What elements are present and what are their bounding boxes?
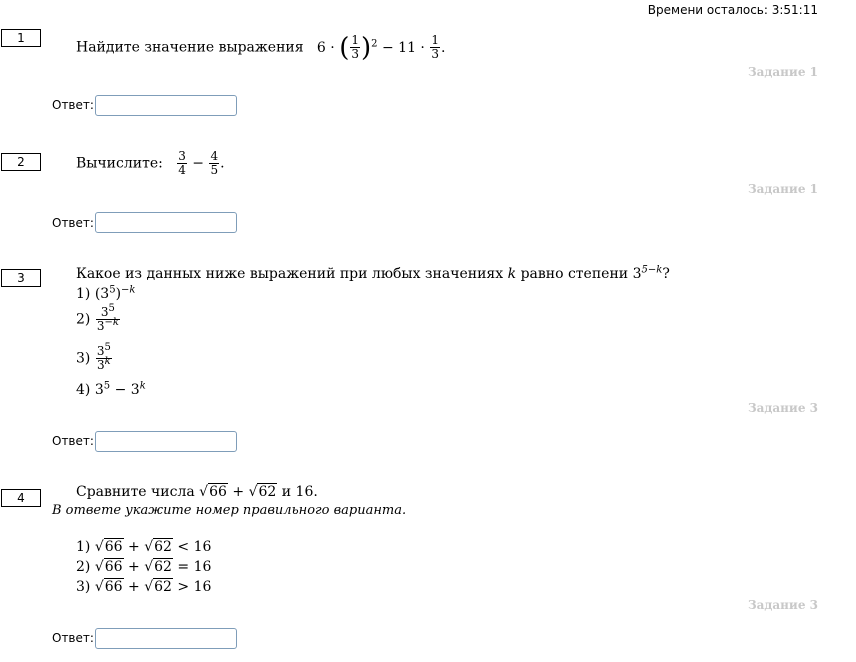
paren-close: ) [115,286,122,302]
expr-end: . [440,39,446,56]
option-2 [76,303,121,333]
exponent: 5−k [641,264,663,276]
operator: − [114,382,127,398]
expr-term: − 11 · [381,39,425,56]
exponent: k [104,356,111,367]
exponent: 5 [108,303,115,314]
exponent: k [139,380,146,392]
denominator [96,356,112,372]
option-label: 2) [76,559,91,575]
relation: < 16 [177,539,212,555]
denominator: 3 [431,47,439,61]
radicand: 62 [154,559,172,575]
option-3 [76,342,113,372]
option-label: 2) [76,311,91,328]
task-number: 1 [1,29,41,47]
paren-close: ) [361,32,372,63]
option-label: 4) [76,382,91,398]
operator: + [232,484,245,500]
radicand: 66 [104,579,123,595]
question-label: Какое из данных ниже выражений при любых значениях [76,266,504,282]
expr-end: . [220,155,225,172]
instruction-text: В ответе укажите номер правильного варианта. [52,503,407,518]
question-text [76,150,225,177]
radicand: 66 [209,484,227,500]
radicand: 62 [154,579,172,595]
numerator: 4 [210,149,219,163]
task-number: 4 [1,489,41,507]
sqrt: √66 [94,539,123,555]
denominator: 5 [210,163,219,177]
option-3 [76,579,211,595]
denominator [96,317,120,333]
option-label: 3) [76,350,91,367]
base: 3 [94,382,104,398]
exponent: 5 [103,380,111,392]
fraction [209,150,219,177]
question-end: и 16. [281,484,318,500]
base: 3 [130,382,140,398]
option-1 [76,286,136,302]
answer-input[interactable] [95,628,237,649]
answer-label: Ответ: [52,216,94,230]
operator: + [128,579,140,595]
question-end: ? [662,266,670,282]
base: 3 [96,319,105,333]
exponent: −k [104,317,119,328]
radicand: 66 [104,539,123,555]
expr-term: 6 [316,39,326,56]
base: 3 [100,305,109,319]
sqrt: √62 [248,484,277,500]
question-text [76,484,318,500]
paren-open: ( [339,32,350,63]
operator: + [128,539,140,555]
radicand: 62 [258,484,277,500]
denominator: 3 [351,47,359,61]
variable: k [507,266,517,282]
option-label: 1) [76,286,91,302]
answer-input[interactable] [95,212,237,233]
sqrt: √66 [199,484,227,500]
base: 3 [632,266,642,282]
expression: 6 · ( $\frac{1}{3}$ )$^2$ − 11 · $\frac{1}{3}$ . [316,32,446,63]
time-remaining: Времени осталось: 3:51:11 [647,3,818,17]
option-1 [76,539,211,555]
operator: + [128,559,140,575]
sqrt: √62 [144,559,172,575]
fraction [177,150,187,177]
task-tag: Задание 1 [747,182,818,196]
exponent: 5 [104,342,111,353]
denominator: 4 [178,163,186,177]
question-label: равно степени [520,266,629,282]
answer-label: Ответ: [52,631,94,645]
option-2 [76,559,211,575]
sqrt: √62 [144,579,172,595]
fraction [96,303,120,333]
question-label: Сравните числа [76,484,195,500]
answer-label: Ответ: [52,434,94,448]
fraction [96,342,112,372]
operator: − [192,155,205,172]
relation: = 16 [177,559,212,575]
numerator: 3 [178,149,186,163]
fraction [430,34,440,61]
numerator: 1 [351,33,359,47]
fraction [350,34,360,61]
task-number: 2 [1,153,41,171]
task-number: 3 [1,269,41,287]
question-text [76,34,445,61]
base: 3 [96,344,105,358]
sqrt: √62 [144,539,172,555]
task-tag: Задание 1 [747,65,818,79]
answer-input[interactable] [95,431,237,452]
option-label: 1) [76,539,91,555]
numerator: 1 [431,33,439,47]
task-tag: Задание 3 [747,401,818,415]
question-text [76,266,670,282]
exponent: 2 [371,37,378,49]
exponent: 5 [109,284,116,296]
option-label: 3) [76,579,91,595]
base: (3 [94,286,110,302]
sqrt: √66 [94,579,123,595]
base: 3 [96,358,105,372]
answer-label: Ответ: [52,98,94,112]
relation: > 16 [177,579,212,595]
question-label: Вычислите: [76,155,163,172]
answer-input[interactable] [95,95,237,116]
question-label: Найдите значение выражения [76,39,304,56]
radicand: 66 [104,559,123,575]
exponent: −k [121,284,136,296]
option-4 [76,382,146,398]
radicand: 62 [154,539,172,555]
task-tag: Задание 3 [747,598,818,612]
sqrt: √66 [94,559,123,575]
